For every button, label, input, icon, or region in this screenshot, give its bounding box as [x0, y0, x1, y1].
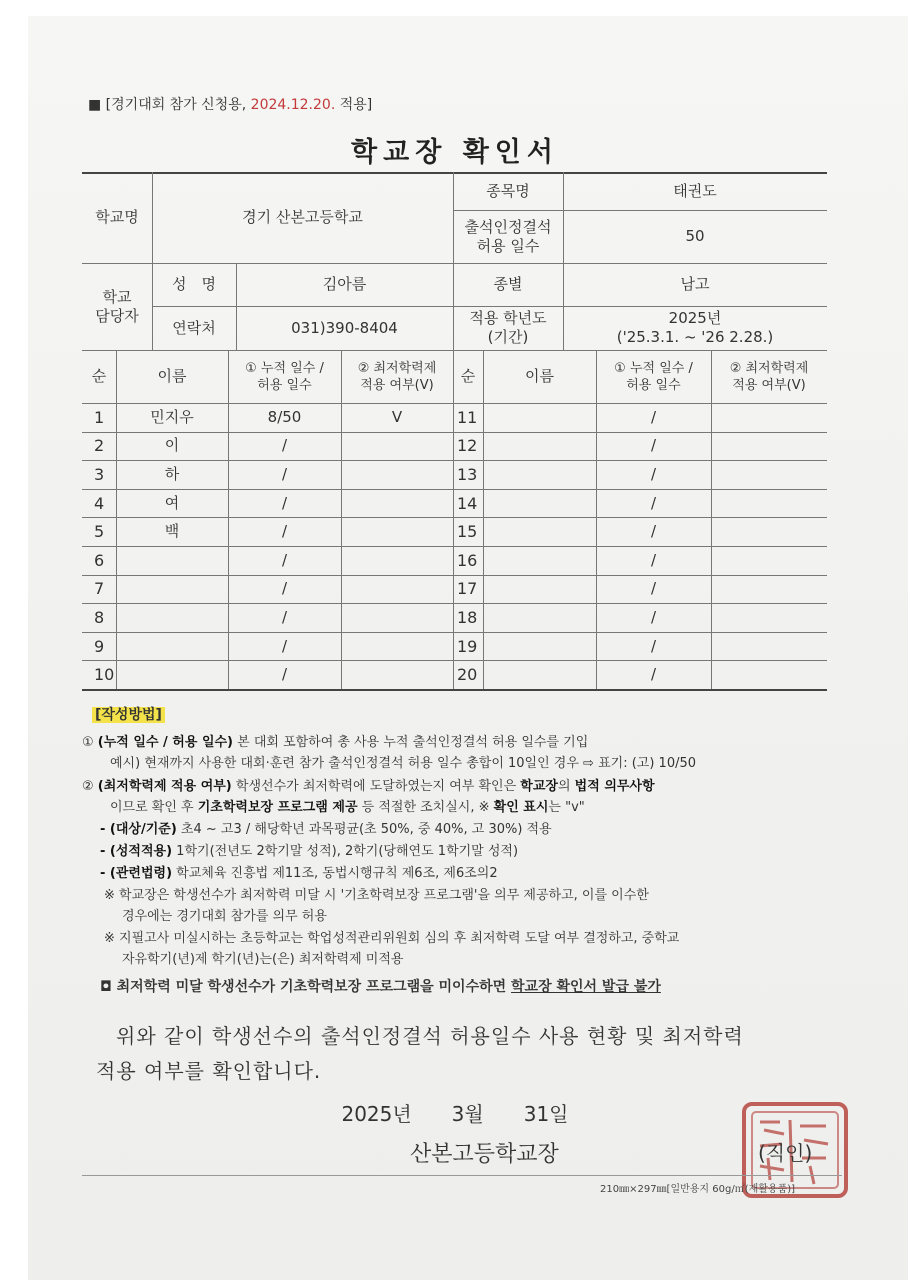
table-row-right-no: 11	[457, 407, 478, 427]
table-row-right-days: /	[650, 407, 657, 426]
criteria-law: - (관련법령) 학교체육 진흥법 제11조, 동법시행규칙 제6조, 제6조의2	[100, 866, 498, 881]
table-row-left-name: 여	[164, 493, 180, 512]
table-row-right-check	[711, 603, 827, 632]
table-row-right-days: /	[650, 522, 657, 541]
event-label: 종목명	[486, 181, 530, 200]
table-row-left-name: 이	[164, 436, 180, 455]
header-name-right: 이름	[525, 367, 554, 385]
table-row-left-no: 1	[94, 407, 105, 427]
contact-label: 연락처	[172, 318, 216, 337]
table-row-right-check	[711, 432, 827, 461]
note-1-line2: 경우에는 경기대회 참가를 의무 허용	[122, 909, 327, 924]
table-row-left-name	[116, 546, 228, 575]
year-label: 적용 학년도 (기간)	[469, 309, 547, 346]
table-row-right-no: 19	[457, 636, 478, 656]
table-row-left-days: /	[281, 607, 288, 626]
note-2-line2: 자유학기(년)제 학기(년)는(은) 최저학력제 미적용	[122, 952, 404, 967]
table-row-left-check	[341, 632, 453, 661]
table-row-right-check	[711, 632, 827, 661]
table-row-left-days: /	[281, 665, 288, 684]
table-row-left-no: 10	[94, 665, 115, 685]
table-row-right-name	[483, 603, 596, 632]
table-row-right-days: /	[650, 579, 657, 598]
table-row-right-name	[483, 489, 596, 518]
table-row-left-days: /	[281, 636, 288, 655]
table-row-left-days: 8/50	[267, 407, 302, 426]
table-row-right-no: 13	[457, 464, 478, 484]
table-row-right-name	[483, 403, 596, 432]
table-row-left-check	[341, 517, 453, 546]
table-row-right-name	[483, 432, 596, 461]
table-row-right-days: /	[650, 493, 657, 512]
instruction-2: ② (최저학력제 적용 여부) 학생선수가 최저학력에 도달하였는지 여부 확인은 학교장의 법적 의무사항	[82, 779, 655, 794]
table-row-right-check	[711, 517, 827, 546]
table-row-left-name: 백	[164, 522, 180, 541]
table-row-left-days: /	[281, 493, 288, 512]
table-row-right-name	[483, 575, 596, 604]
table-row-right-days: /	[650, 607, 657, 626]
paper-spec: 210㎜×297㎜[일반용지 60g/㎡(재활용품)]	[600, 1184, 796, 1195]
final-notice: ◘ 최저학력 미달 학생선수가 기초학력보장 프로그램을 미이수하면 학교장 확인서 발급 불가	[100, 979, 661, 995]
event-value: 태권도	[673, 181, 717, 200]
table-row-left-days: /	[281, 464, 288, 483]
manager-name: 김아름	[322, 275, 367, 293]
confirm-date: 2025년 3월 31일	[341, 1102, 569, 1126]
header-days-left: ① 누적 일수 / 허용 일수	[245, 360, 324, 393]
table-row-left-name	[116, 632, 228, 661]
manager-label: 학교 담당자	[95, 287, 139, 325]
table-row-right-no: 17	[457, 579, 478, 599]
absence-label: 출석인정결석 허용 일수	[464, 217, 552, 255]
table-row-right-days: /	[650, 550, 657, 569]
rule	[82, 1175, 842, 1176]
confirm-line-1: 위와 같이 학생선수의 출석인정결석 허용일수 사용 현황 및 최저학력	[116, 1024, 744, 1048]
confirm-line-2: 적용 여부를 확인합니다.	[96, 1059, 322, 1083]
table-row-left-check	[341, 603, 453, 632]
table-row-right-no: 18	[457, 607, 478, 627]
seal-label: (직인)	[758, 1141, 813, 1165]
table-row-right-check	[711, 460, 827, 489]
table-row-left-days: /	[281, 522, 288, 541]
table-row-right-no: 14	[457, 493, 478, 513]
table-row-left-check	[341, 575, 453, 604]
table-row-right-name	[483, 460, 596, 489]
table-row-right-no: 15	[457, 522, 478, 542]
gender-value: 남고	[680, 275, 710, 293]
table-row-right-name	[483, 660, 596, 689]
table-row-right-no: 20	[457, 665, 478, 685]
name-label: 성 명	[172, 275, 216, 293]
header-name-left: 이름	[157, 367, 187, 385]
table-row-right-name	[483, 546, 596, 575]
header-days-right: ① 누적 일수 / 허용 일수	[614, 360, 693, 393]
table-row-left-days: /	[281, 579, 288, 598]
table-row-left-check	[341, 460, 453, 489]
instruction-2-line2: 이므로 확인 후 기초학력보장 프로그램 제공 등 적절한 조치실시, ※ 확인 표시는 "v"	[110, 800, 585, 815]
table-row-left-check: V	[391, 407, 403, 426]
note-2: ※ 지필고사 미실시하는 초등학교는 학업성적관리위원회 심의 후 최저학력 도달 여부 결정하고, 중학교	[104, 931, 680, 946]
table-row-left-name	[116, 660, 228, 689]
gender-label: 종별	[493, 275, 523, 293]
table-row-right-name	[483, 517, 596, 546]
table-row-left-no: 7	[94, 579, 105, 599]
table-row-right-check	[711, 403, 827, 432]
table-row-right-check	[711, 575, 827, 604]
school-label: 학교명	[95, 208, 139, 226]
application-note: ■ [경기대회 참가 신청용, 2024.12.20. 적용]	[88, 97, 373, 113]
table-row-left-check	[341, 546, 453, 575]
table-row-left-no: 2	[94, 436, 105, 456]
table-row-left-no: 5	[94, 522, 105, 542]
table-row-left-no: 8	[94, 607, 105, 627]
table-row-right-name	[483, 632, 596, 661]
table-row-right-check	[711, 489, 827, 518]
document-title: 학교장 확인서	[351, 137, 559, 168]
absence-value: 50	[685, 227, 705, 245]
apply-date: 2024.12.20.	[250, 97, 336, 113]
criteria-grades: - (성적적용) 1학기(전년도 2학기말 성적), 2학기(당해연도 1학기말 성적)	[100, 844, 519, 859]
table-row-right-days: /	[650, 464, 657, 483]
table-row-left-name	[116, 575, 228, 604]
table-row-right-check	[711, 546, 827, 575]
table-row-right-no: 16	[457, 550, 478, 570]
table-row-left-days: /	[281, 550, 288, 569]
table-row-left-name: 민지우	[150, 407, 194, 426]
contact-value: 031)390-8404	[291, 318, 398, 337]
note-1: ※ 학교장은 학생선수가 최저학력 미달 시 '기초학력보장 프로그램'을 의무 제공하고, 이를 이수한	[104, 888, 649, 903]
table-row-left-check	[341, 489, 453, 518]
table-row-right-days: /	[650, 636, 657, 655]
criteria-target: - (대상/기준) 초4 ~ 고3 / 해당학년 과목평균(초 50%, 중 40%, 고 30%) 적용	[100, 822, 552, 837]
table-row-right-no: 12	[457, 436, 478, 456]
table-row-left-name	[116, 603, 228, 632]
table-row-left-no: 9	[94, 636, 105, 656]
header-no-right: 순	[460, 367, 476, 385]
table-row-left-days: /	[281, 436, 288, 455]
school-name: 경기 산본고등학교	[242, 208, 363, 226]
table-row-left-check	[341, 660, 453, 689]
table-row-left-name: 하	[164, 464, 180, 483]
table-row-left-no: 6	[94, 550, 105, 570]
instruction-1: ① (누적 일수 / 허용 일수) 본 대회 포함하여 총 사용 누적 출석인정결석 허용 일수를 기입	[82, 735, 589, 750]
table-row-right-days: /	[650, 436, 657, 455]
table-row-right-days: /	[650, 665, 657, 684]
table-row-left-check	[341, 432, 453, 461]
instruction-1-example: 예시) 현재까지 사용한 대회·훈련 참가 출석인정결석 허용 일수 총합이 10일인 경우 ⇨ 표기: (고) 10/50	[110, 756, 697, 771]
principal-title: 산본고등학교장	[410, 1142, 559, 1167]
year-value: 2025년 ('25.3.1. ~ '26 2.28.)	[616, 309, 774, 346]
table-bottom-border	[82, 689, 827, 691]
table-row-right-check	[711, 660, 827, 689]
table-row-left-no: 3	[94, 464, 105, 484]
header-academic-left: ② 최저학력제 적용 여부(V)	[357, 360, 437, 393]
table-row-left-no: 4	[94, 493, 105, 513]
header-academic-right: ② 최저학력제 적용 여부(V)	[729, 360, 809, 393]
instructions-heading: [작성방법]	[92, 707, 165, 723]
header-no-left: 순	[91, 367, 107, 385]
